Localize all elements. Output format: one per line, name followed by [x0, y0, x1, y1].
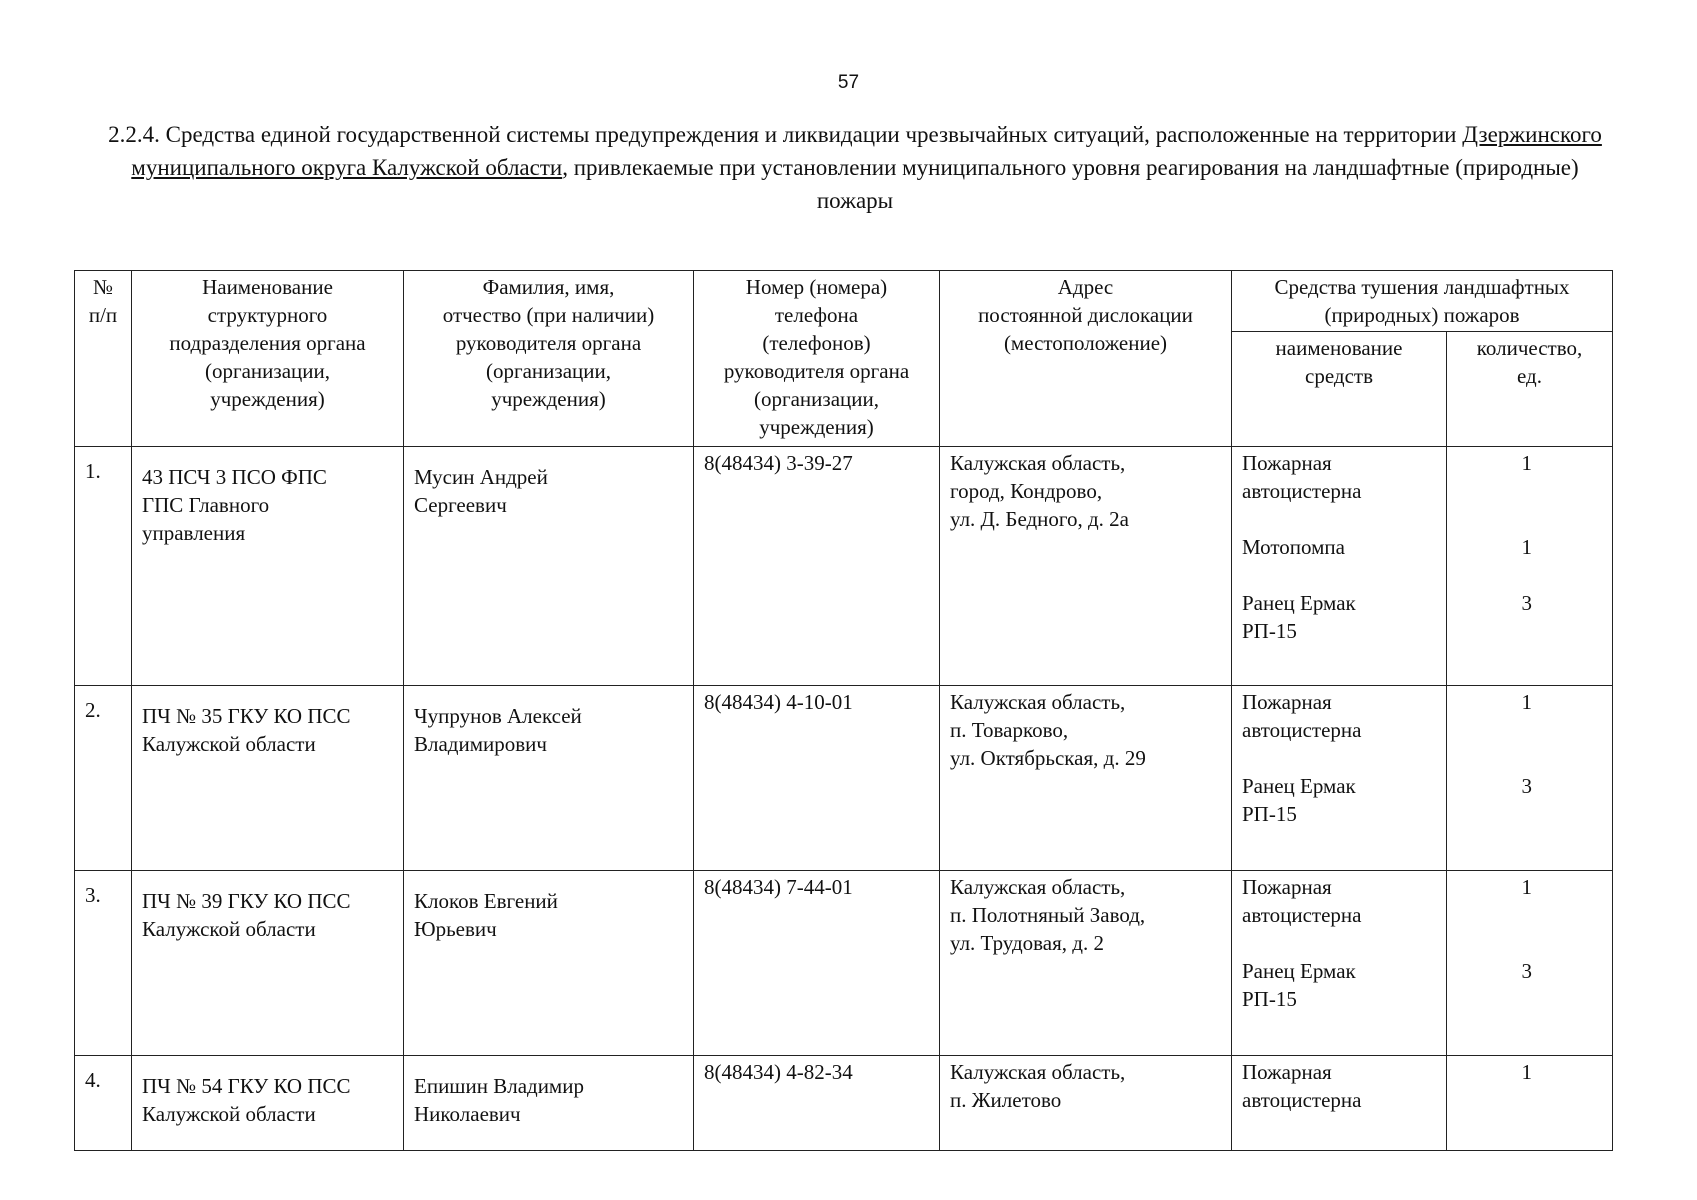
row-address: Калужская область, п. Жилетово: [940, 1056, 1232, 1151]
row-unit-name: 43 ПСЧ 3 ПСО ФПС ГПС Главного управления: [132, 447, 404, 686]
header-address: Адрес постоянной дислокации (местоположение): [940, 271, 1232, 447]
table-row: [75, 686, 1613, 871]
row-unit-name: ПЧ № 54 ГКУ КО ПСС Калужской области: [132, 1056, 404, 1151]
row-address: Калужская область, п. Товарково, ул. Октябрьская, д. 29: [940, 686, 1232, 871]
row-phone: 8(48434) 4-82-34: [694, 1056, 940, 1151]
row-phone: 8(48434) 3-39-27: [694, 447, 940, 686]
means-qty: 1: [1521, 875, 1533, 899]
row-means-qty: [1447, 871, 1613, 1056]
row-means-qty: [1447, 447, 1613, 686]
header-phone: Номер (номера) телефона (телефонов) руководителя органа (организации, учреждения): [694, 271, 940, 447]
means-qty: 1: [1521, 451, 1533, 475]
table-row: [75, 447, 1613, 686]
row-head-name: Епишин Владимир Николаевич: [404, 1056, 694, 1151]
row-means-names: [1232, 871, 1447, 1056]
means-name: Пожарная автоцистерна: [1242, 690, 1362, 742]
header-means-qty: количество, ед.: [1447, 332, 1613, 447]
row-num: 2.: [75, 686, 132, 871]
row-unit-name: ПЧ № 35 ГКУ КО ПСС Калужской области: [132, 686, 404, 871]
header-head: Фамилия, имя, отчество (при наличии) руководителя органа (организации, учреждения): [404, 271, 694, 447]
section-heading: [100, 118, 1610, 217]
row-means-names: [1232, 686, 1447, 871]
header-means-name: наименование средств: [1232, 332, 1447, 447]
header-name: Наименование структурного подразделения органа (организации, учреждения): [132, 271, 404, 447]
means-name: Ранец Ермак РП-15: [1242, 959, 1356, 1011]
means-qty: 1: [1521, 690, 1533, 714]
means-name: Ранец Ермак РП-15: [1242, 774, 1356, 826]
row-num: 1.: [75, 447, 132, 686]
row-means-names: [1232, 447, 1447, 686]
means-qty: 3: [1521, 774, 1533, 798]
row-means-qty: [1447, 686, 1613, 871]
row-head-name: Чупрунов Алексей Владимирович: [404, 686, 694, 871]
header-means-group: Средства тушения ландшафтных (природных) пожаров: [1232, 271, 1613, 332]
row-address: Калужская область, п. Полотняный Завод, ул. Трудовая, д. 2: [940, 871, 1232, 1056]
heading-part2: , привлекаемые при установлении муниципального уровня реагирования на ландшафтные (природные) пожары: [562, 155, 1579, 213]
row-head-name: Мусин Андрей Сергеевич: [404, 447, 694, 686]
row-address: Калужская область, город, Кондрово, ул. Д. Бедного, д. 2а: [940, 447, 1232, 686]
table-row: [75, 871, 1613, 1056]
row-num: 3.: [75, 871, 132, 1056]
table-row: [75, 1056, 1613, 1151]
table-header-row: [75, 271, 1613, 332]
row-phone: 8(48434) 4-10-01: [694, 686, 940, 871]
page-number: 57: [837, 72, 860, 93]
row-means-qty: [1447, 1056, 1613, 1151]
means-name: Пожарная автоцистерна: [1242, 875, 1362, 927]
means-qty: 1: [1521, 1060, 1533, 1084]
means-name: Ранец Ермак РП-15: [1242, 591, 1356, 643]
means-name: Пожарная автоцистерна: [1242, 451, 1362, 503]
row-head-name: Клоков Евгений Юрьевич: [404, 871, 694, 1056]
heading-underlined-territory: Дзержинского муниципального округа Калужской области: [131, 122, 1602, 180]
means-name: Мотопомпа: [1242, 535, 1345, 559]
row-phone: 8(48434) 7-44-01: [694, 871, 940, 1056]
row-unit-name: ПЧ № 39 ГКУ КО ПСС Калужской области: [132, 871, 404, 1056]
header-num: № п/п: [75, 271, 132, 447]
means-qty: 1: [1521, 535, 1533, 559]
means-qty: 3: [1521, 959, 1533, 983]
row-num: 4.: [75, 1056, 132, 1151]
means-table: [74, 270, 1613, 1151]
means-name: Пожарная автоцистерна: [1242, 1060, 1362, 1112]
means-qty: 3: [1521, 591, 1533, 615]
row-means-names: [1232, 1056, 1447, 1151]
heading-part1: 2.2.4. Средства единой государственной системы предупреждения и ликвидации чрезвычайных ситуаций, расположенные на территории: [108, 122, 1463, 147]
